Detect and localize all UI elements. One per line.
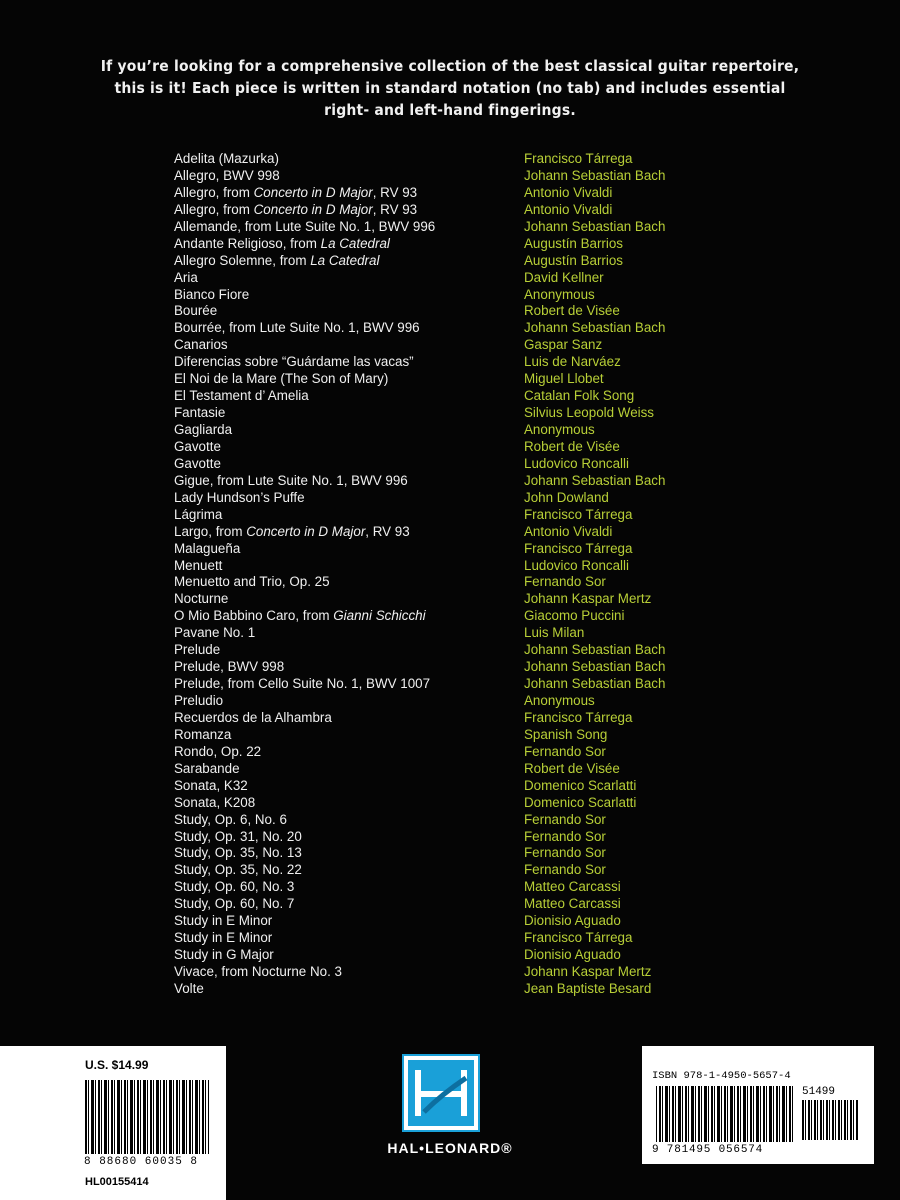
piece-composer: Johann Sebastian Bach: [524, 218, 666, 234]
piece-composer: Fernando Sor: [524, 862, 606, 878]
piece-composer: Johann Sebastian Bach: [524, 659, 666, 675]
piece-composer: Francisco Tárrega: [524, 540, 633, 556]
isbn-label: [642, 1046, 874, 1164]
piece-composer: Matteo Carcassi: [524, 879, 621, 895]
piece-title: Malagueña: [174, 540, 241, 556]
piece-composer: Fernando Sor: [524, 811, 606, 827]
piece-title: Gavotte: [174, 455, 221, 471]
piece-title: O Mio Babbino Caro, from Gianni Schicchi: [174, 608, 426, 624]
piece-composer: Anonymous: [524, 286, 595, 302]
price-text: U.S. $14.99: [85, 1058, 149, 1072]
intro-line: If you’re looking for a comprehensive collection of the best classical guitar repertoire,: [100, 57, 800, 75]
piece-title: Study in E Minor: [174, 930, 273, 946]
piece-composer: Fernando Sor: [524, 828, 606, 844]
piece-composer: Luis de Narváez: [524, 354, 621, 370]
piece-composer: Johann Sebastian Bach: [524, 167, 666, 183]
piece-title: Diferencias sobre “Guárdame las vacas”: [174, 354, 414, 370]
piece-title: Gavotte: [174, 438, 221, 454]
piece-composer: Francisco Tárrega: [524, 709, 633, 725]
piece-composer: Anonymous: [524, 693, 595, 708]
list-item: [174, 896, 734, 913]
list-item: [174, 608, 734, 625]
list-item: [174, 591, 734, 608]
piece-title: Pavane No. 1: [174, 625, 256, 641]
list-item: [174, 456, 734, 473]
list-item: [174, 676, 734, 693]
isbn-text: ISBN 978-1-4950-5657-4: [652, 1070, 791, 1082]
piece-title: Lady Hundson’s Puffe: [174, 489, 305, 505]
piece-composer: Miguel Llobet: [524, 371, 604, 387]
list-item: [174, 337, 734, 354]
piece-composer: Fernando Sor: [524, 743, 606, 759]
piece-title: Study, Op. 60, No. 3: [174, 879, 295, 895]
piece-composer: Fernando Sor: [524, 845, 606, 861]
list-item: [174, 320, 734, 337]
piece-title: Bourrée, from Lute Suite No. 1, BWV 996: [174, 320, 420, 336]
piece-title: Andante Religioso, from La Catedral: [174, 235, 390, 251]
list-item: [174, 693, 734, 710]
list-item: [174, 812, 734, 829]
piece-composer: Domenico Scarlatti: [524, 794, 637, 810]
piece-composer: Antonio Vivaldi: [524, 184, 613, 200]
piece-composer: Gaspar Sanz: [524, 337, 603, 353]
list-item: [174, 710, 734, 727]
piece-composer: Francisco Tárrega: [524, 506, 633, 522]
upc-label: [0, 1046, 226, 1200]
list-item: [174, 168, 734, 185]
list-item: [174, 778, 734, 795]
list-item: [174, 981, 734, 998]
piece-title: Allemande, from Lute Suite No. 1, BWV 996: [174, 218, 436, 234]
piece-title: Study in G Major: [174, 947, 274, 963]
hal-leonard-logo-icon: [402, 1054, 480, 1132]
piece-composer: Johann Sebastian Bach: [524, 676, 666, 692]
piece-title: Gagliarda: [174, 422, 233, 437]
upc-digits: 8 88680 60035 8: [84, 1156, 199, 1168]
piece-composer: Ludovico Roncalli: [524, 557, 629, 573]
intro-line: right- and left-hand fingerings.: [324, 101, 576, 119]
list-item: [174, 524, 734, 541]
list-item: [174, 354, 734, 371]
list-item: [174, 405, 734, 422]
list-item: [174, 473, 734, 490]
piece-composer: Catalan Folk Song: [524, 388, 635, 404]
piece-title: Menuetto and Trio, Op. 25: [174, 574, 330, 590]
piece-title: Fantasie: [174, 405, 226, 421]
piece-title: Adelita (Mazurka): [174, 151, 279, 166]
list-item: [174, 236, 734, 253]
contents-list: [174, 151, 734, 998]
piece-title: Sonata, K32: [174, 777, 248, 793]
piece-composer: Johann Sebastian Bach: [524, 320, 666, 336]
piece-title: Allegro, from Concerto in D Major, RV 93: [174, 184, 418, 200]
list-item: [174, 219, 734, 236]
piece-composer: Ludovico Roncalli: [524, 455, 629, 471]
list-item: [174, 659, 734, 676]
list-item: [174, 913, 734, 930]
piece-composer: Augustín Barrios: [524, 235, 623, 251]
piece-composer: Robert de Visée: [524, 303, 620, 319]
piece-title: Study, Op. 35, No. 22: [174, 862, 302, 878]
piece-title: Volte: [174, 980, 204, 996]
list-item: [174, 185, 734, 202]
list-item: [174, 371, 734, 388]
list-item: [174, 287, 734, 304]
piece-title: Sarabande: [174, 760, 240, 776]
list-item: [174, 439, 734, 456]
piece-title: Vivace, from Nocturne No. 3: [174, 964, 342, 979]
list-item: [174, 270, 734, 287]
piece-title: Nocturne: [174, 591, 229, 607]
piece-title: Rondo, Op. 22: [174, 743, 262, 759]
publisher-name: HAL•LEONARD®: [387, 1140, 513, 1156]
intro-line: this is it! Each piece is written in standard notation (no tab) and includes essential: [114, 79, 786, 97]
piece-title: Prelude: [174, 642, 221, 658]
piece-title: Study, Op. 31, No. 20: [174, 828, 302, 844]
piece-title: Sonata, K208: [174, 794, 256, 810]
product-code: HL00155414: [85, 1176, 149, 1188]
list-item: [174, 829, 734, 846]
list-item: [174, 558, 734, 575]
list-item: [174, 930, 734, 947]
list-item: [174, 879, 734, 896]
list-item: [174, 642, 734, 659]
list-item: [174, 862, 734, 879]
piece-title: Study, Op. 35, No. 13: [174, 845, 302, 861]
list-item: [174, 151, 734, 168]
piece-title: Allegro, BWV 998: [174, 167, 280, 183]
piece-composer: Francisco Tárrega: [524, 151, 633, 166]
piece-title: Allegro, from Concerto in D Major, RV 93: [174, 201, 418, 217]
piece-title: Prelude, from Cello Suite No. 1, BWV 1007: [174, 676, 431, 692]
list-item: [174, 744, 734, 761]
piece-title: Gigue, from Lute Suite No. 1, BWV 996: [174, 472, 408, 488]
piece-composer: Augustín Barrios: [524, 252, 623, 268]
piece-composer: Anonymous: [524, 422, 595, 437]
list-item: [174, 795, 734, 812]
piece-composer: Silvius Leopold Weiss: [524, 405, 655, 421]
piece-composer: Francisco Tárrega: [524, 930, 633, 946]
piece-composer: Dionisio Aguado: [524, 947, 621, 963]
piece-composer: Spanish Song: [524, 726, 608, 742]
list-item: [174, 947, 734, 964]
piece-composer: Fernando Sor: [524, 574, 606, 590]
list-item: [174, 253, 734, 270]
piece-composer: Luis Milan: [524, 625, 585, 641]
piece-composer: Johann Kaspar Mertz: [524, 964, 652, 979]
piece-title: Bourée: [174, 303, 218, 319]
piece-composer: Antonio Vivaldi: [524, 523, 613, 539]
list-item: [174, 507, 734, 524]
list-item: [174, 574, 734, 591]
piece-composer: Dionisio Aguado: [524, 913, 621, 929]
piece-title: El Noi de la Mare (The Son of Mary): [174, 371, 389, 387]
isbn-barcode: [656, 1086, 794, 1142]
list-item: [174, 202, 734, 219]
price-barcode: [802, 1100, 858, 1140]
publisher-logo: [370, 1052, 530, 1162]
piece-title: Bianco Fiore: [174, 286, 250, 302]
piece-title: Menuett: [174, 557, 223, 573]
piece-composer: Antonio Vivaldi: [524, 201, 613, 217]
piece-title: Allegro Solemne, from La Catedral: [174, 252, 380, 268]
piece-composer: Jean Baptiste Besard: [524, 980, 652, 996]
piece-title: Canarios: [174, 337, 228, 353]
piece-composer: Giacomo Puccini: [524, 608, 625, 624]
isbn-digits: 9 781495 056574: [652, 1144, 764, 1156]
list-item: [174, 845, 734, 862]
piece-composer: Johann Sebastian Bach: [524, 642, 666, 658]
list-item: [174, 541, 734, 558]
piece-title: Prelude, BWV 998: [174, 659, 285, 675]
piece-composer: Domenico Scarlatti: [524, 777, 637, 793]
intro-text: [60, 55, 840, 121]
list-item: [174, 303, 734, 320]
list-item: [174, 727, 734, 744]
piece-title: Largo, from Concerto in D Major, RV 93: [174, 523, 410, 539]
piece-composer: Robert de Visée: [524, 438, 620, 454]
piece-title: Study, Op. 6, No. 6: [174, 811, 287, 827]
piece-composer: Johann Kaspar Mertz: [524, 591, 652, 607]
piece-composer: Robert de Visée: [524, 760, 620, 776]
list-item: [174, 964, 734, 981]
piece-title: Study in E Minor: [174, 913, 273, 929]
list-item: [174, 422, 734, 439]
list-item: [174, 490, 734, 507]
piece-composer: Matteo Carcassi: [524, 896, 621, 912]
piece-title: Study, Op. 60, No. 7: [174, 896, 295, 912]
piece-composer: Johann Sebastian Bach: [524, 472, 666, 488]
piece-title: El Testament d’ Amelia: [174, 388, 309, 404]
list-item: [174, 761, 734, 778]
piece-title: Recuerdos de la Alhambra: [174, 709, 332, 725]
list-item: [174, 388, 734, 405]
list-item: [174, 625, 734, 642]
piece-composer: David Kellner: [524, 269, 604, 285]
piece-composer: John Dowland: [524, 489, 609, 505]
piece-title: Romanza: [174, 726, 232, 742]
piece-title: Preludio: [174, 693, 224, 708]
price-code: 51499: [802, 1086, 836, 1098]
piece-title: Aria: [174, 269, 198, 285]
piece-title: Lágrima: [174, 506, 223, 522]
upc-barcode: [85, 1080, 209, 1154]
